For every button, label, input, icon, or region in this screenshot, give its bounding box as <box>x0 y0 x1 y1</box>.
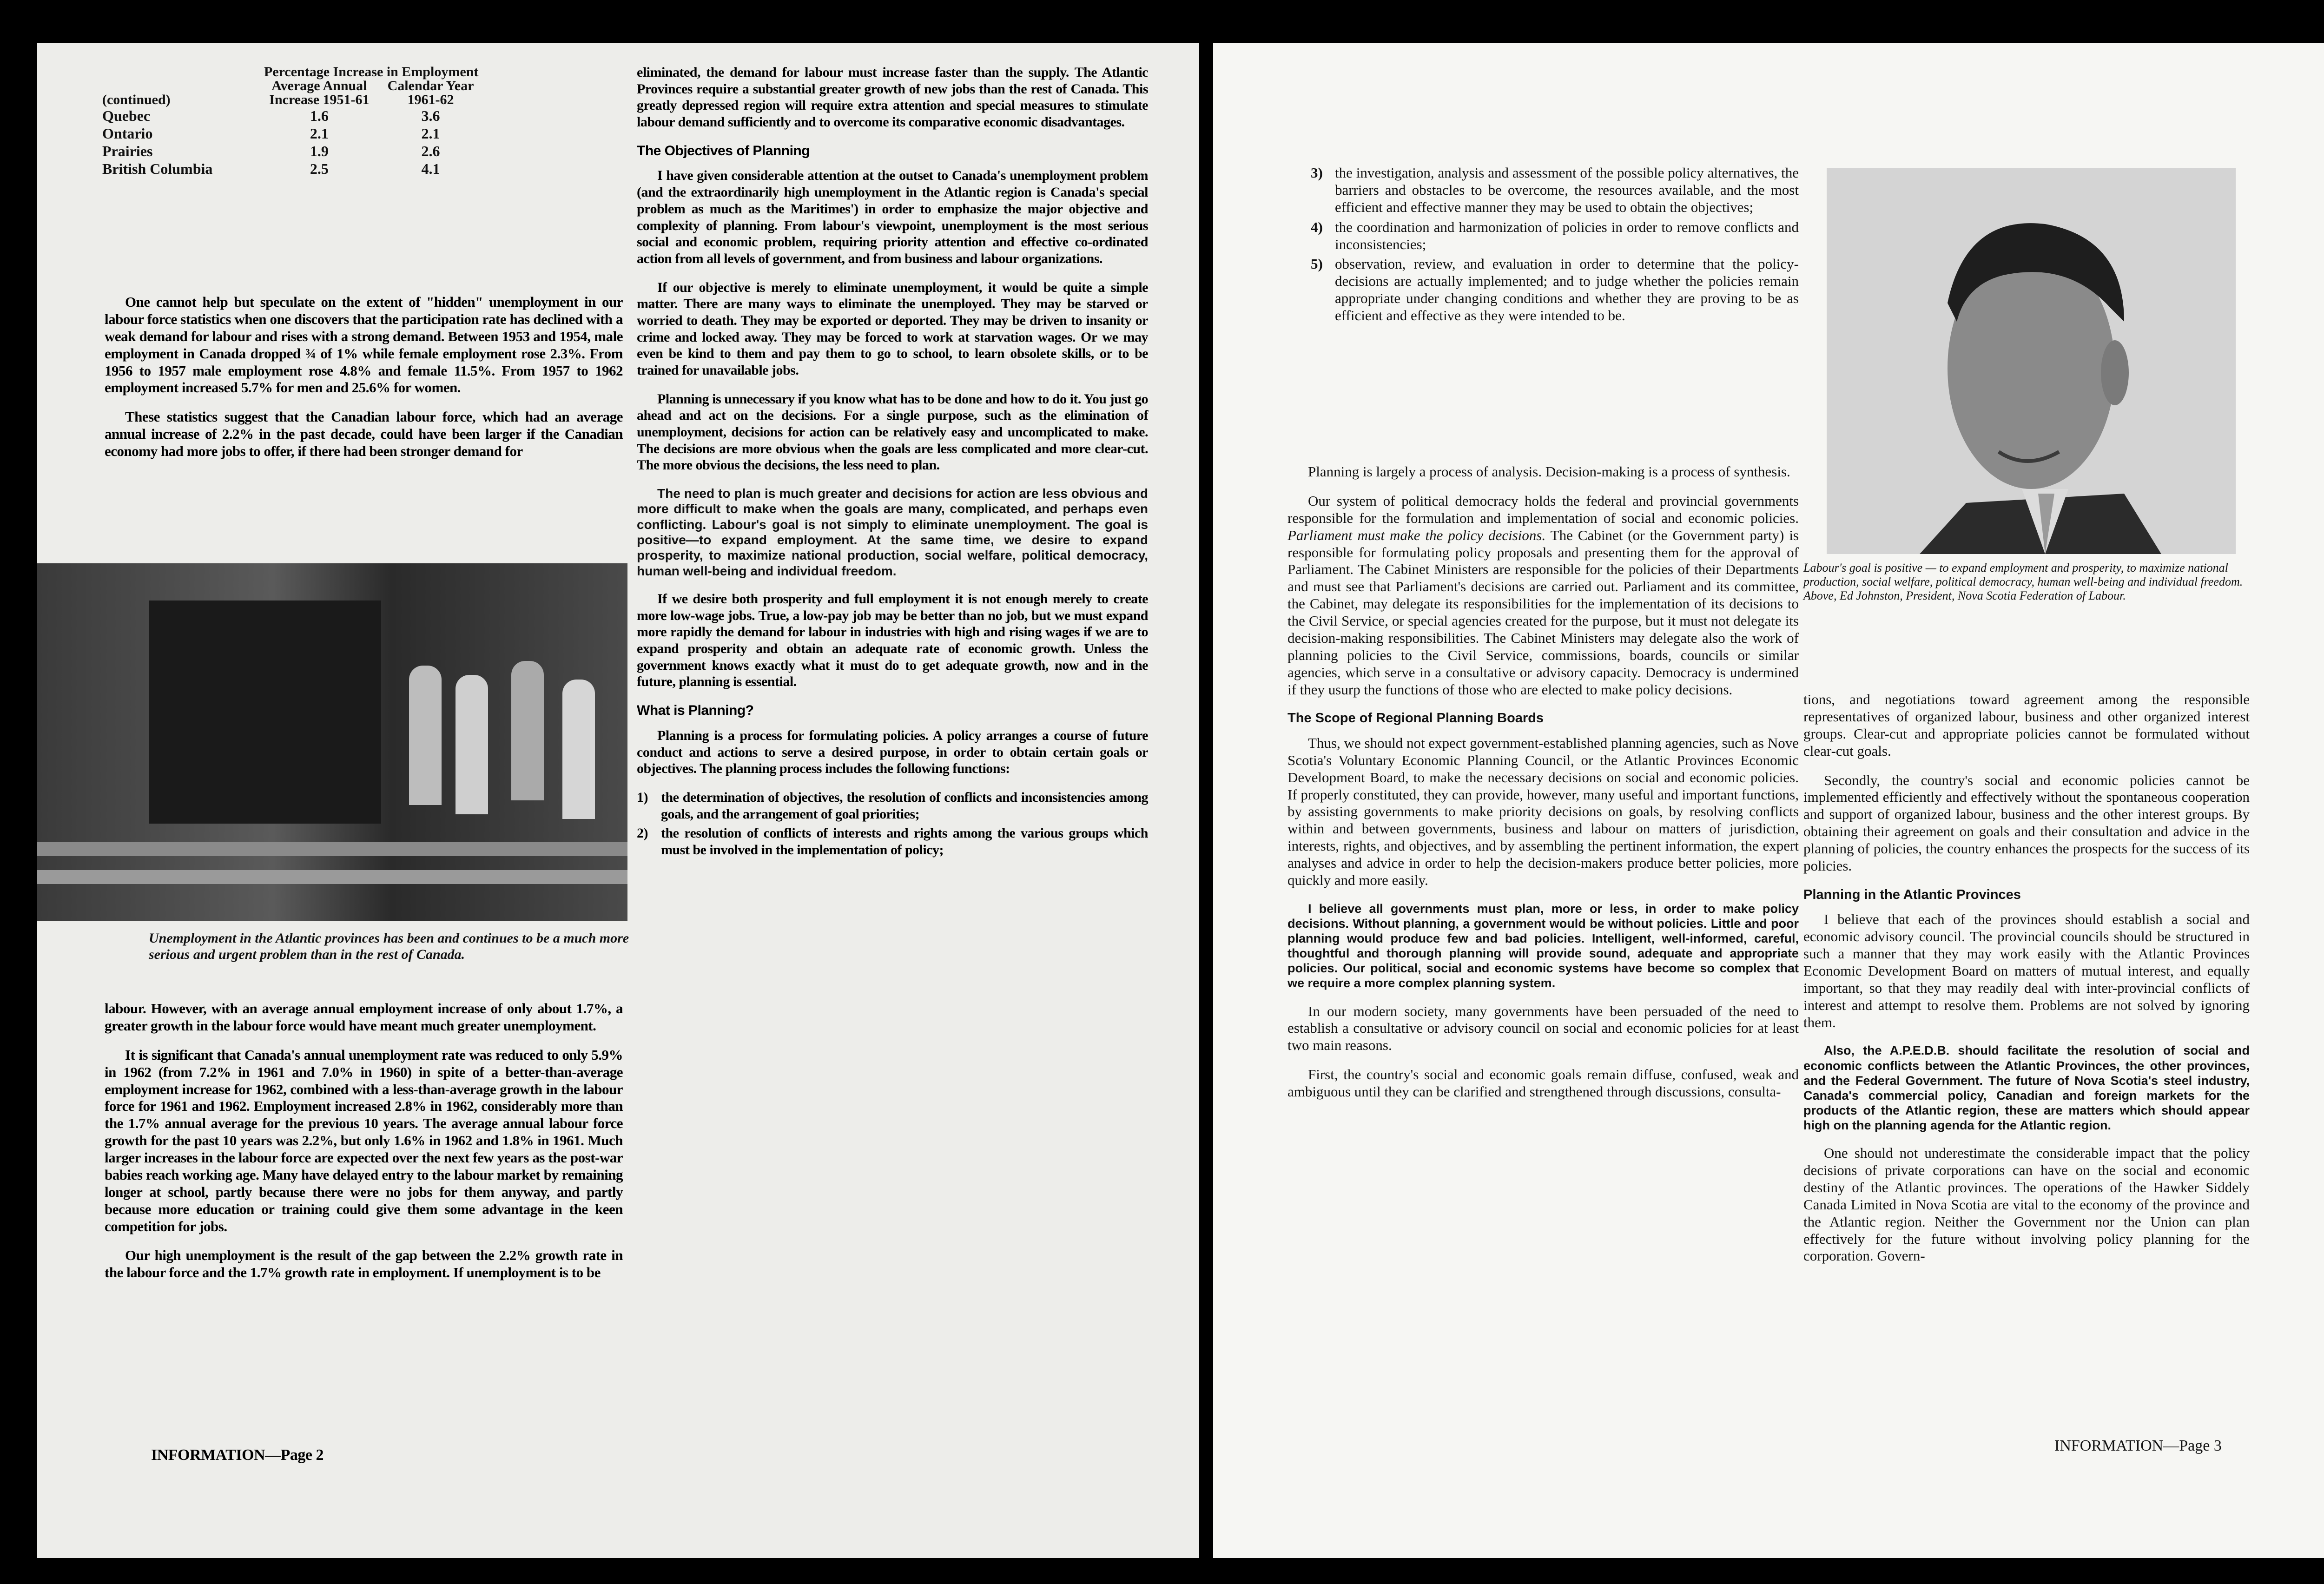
table-row <box>102 160 487 178</box>
table-row <box>102 142 487 160</box>
left-col1-top <box>105 294 623 472</box>
right-col2 <box>1803 691 2250 1277</box>
paragraph-text: Our system of political democracy holds the federal and provincial governments responsible for the formulation and implementation of social and economic policies. <box>1287 492 1799 526</box>
right-list <box>1311 165 1799 327</box>
list-item <box>637 825 1148 858</box>
list-text: the resolution of conflicts of interests and rights among the various groups which must be involved in the implementation of policy; <box>661 825 1148 858</box>
paragraph: First, the country's social and economic goals remain diffuse, confused, weak and ambiguous until they can be clarified and strengthened through discussions, consulta- <box>1287 1066 1799 1100</box>
table-cell-region: Ontario <box>102 125 153 142</box>
bold-paragraph: Also, the A.P.E.D.B. should facilitate the resolution of social and economic conflicts between the Atlantic Provinces, the other provinces, and the Federal Government. The future of Nova Scotia's steel industry, Canada's commercial policy, Canadian and foreign markets for the products of the Atlantic region, these are matters which should appear high on the planning agenda for the Atlantic region. <box>1803 1043 2250 1132</box>
photo-figure <box>456 675 488 814</box>
table-cell-average: 2.5 <box>310 160 329 178</box>
table-header-average: Average Annual <box>271 78 367 93</box>
heading-atlantic: Planning in the Atlantic Provinces <box>1803 887 2021 902</box>
list-item <box>1311 165 1799 216</box>
photo-step <box>37 842 627 856</box>
paragraph: Thus, we should not expect government-established planning agencies, such as Nove Scotia's Voluntary Economic Planning Council, or the Atlantic Provinces Economic Development Board, to make the necessary decisions on social and economic policies. If properly constituted, they can provide, however, many useful and important functions, by assisting governments to make priority decisions on goals, by resolving conflicts within and between governments, business and labour on matters of jurisdiction, interests, rights, and objectives, and by assembling the pertinent information, the expert analyses and advice in order to help the decision-makers produce better policies, more quickly and more easily. <box>1287 734 1799 888</box>
paragraph: It is significant that Canada's annual unemployment rate was reduced to only 5.9% in 1962 (from 7.2% in 1961 and 7.0% in 1960) in spite of a better-than-average employment increase for 1962, combined with a less-than-average growth in the labour force for 1961 and 1962. Employment increased 2.8% in 1962, considerably more than the 1.7% annual average for the previous 10 years. The average annual labour force growth for the past 10 years was 2.2%, but only 1.6% in 1962 and 1.8% in 1961. Much larger increases in the labour force are expected over the next few years as the post-war babies reach working age. Many have delayed entry to the labour market by remaining longer at school, partly because there were no jobs for them anyway, and partly because more education or training could give them some advantage in the keen competition for jobs. <box>105 1046 623 1234</box>
table-continued: (continued) <box>102 92 171 107</box>
left-photo-caption: Unemployment in the Atlantic provinces has been and continues to be a much more serious and urgent problem than in the rest of Canada. <box>149 931 629 962</box>
right-page <box>1213 43 2324 1558</box>
paragraph: If our objective is merely to eliminate unemployment, it would be quite a simple matter. There are many ways to eliminate the unemployed. They may be starved or worried to death. They may be exported or deported. They may be driven to insanity or crime and locked away. They may be forced to work at starvation wages. Or we may even be kind to them and pay them to go to school, to learn obsolete skills, or to be trained for unavailable jobs. <box>637 279 1148 378</box>
table-row <box>102 107 487 125</box>
table-header-title: Percentage Increase in Employment <box>264 64 479 79</box>
left-footer: INFORMATION—Page 2 <box>151 1446 324 1464</box>
emphasis-text: Parliament must make the policy decisions. <box>1287 527 1546 543</box>
paragraph: Planning is a process for formulating policies. A policy arranges a course of future conduct and actions to serve a desired purpose, in order to obtain certain goals or objectives. The planning process includes the following functions: <box>637 727 1148 777</box>
right-footer: INFORMATION—Page 3 <box>2054 1437 2222 1454</box>
paragraph: tions, and negotiations toward agreement among the responsible representatives of organized labour, business and other organized interest groups. Clear-cut and appropriate policies cannot be formulated without clear-cut goals. <box>1803 691 2250 759</box>
paragraph: These statistics suggest that the Canadian labour force, which had an average annual increase of 2.2% in the past decade, could have been larger if the Canadian economy had more jobs to offer, if there had been stronger demand for <box>105 409 623 459</box>
table-cell-average: 1.9 <box>310 143 329 160</box>
list-number: 3) <box>1311 165 1323 181</box>
table-cell-calendar: 2.1 <box>421 125 440 142</box>
table-cell-region: Quebec <box>102 107 151 124</box>
table-cell-region: Prairies <box>102 143 153 160</box>
table-cell-calendar: 4.1 <box>421 160 440 178</box>
list-text: observation, review, and evaluation in order to determine that the policy-decisions are actually implemented; and to judge whether the policies remain appropriate under changing conditions and whether they are proving to be as efficient and effective as they were intended to be. <box>1335 256 1799 323</box>
list-number: 2) <box>637 825 648 841</box>
photo-figure <box>511 661 544 800</box>
bold-paragraph: I believe all governments must plan, more or less, in order to make policy decisions. Without planning, a government would be without policies. Little and poor planning would produce few and bad policies. Intelligent, well-informed, careful, thoughtful and thorough planning will provide sound, adequate and appropriate policies. Our political, social and economic systems have become so complex that we require a more complex planning system. <box>1287 901 1799 990</box>
list-item <box>637 789 1148 822</box>
photo-figure <box>409 666 442 805</box>
right-col1 <box>1287 463 1799 1113</box>
table-corner <box>102 65 264 79</box>
paragraph: One should not underestimate the considerable impact that the policy decisions of private corporations can have on the social and economic destiny of the Atlantic provinces. The operations of the Hawker Siddely Canada Limited in Nova Scotia are vital to the economy of the province and the Atlantic region. Neither the Government nor the Union can plan effectively for the future without involving policy planning for the corporation. Govern- <box>1803 1145 2250 1264</box>
heading-objectives: The Objectives of Planning <box>637 143 810 158</box>
list-number: 5) <box>1311 256 1323 272</box>
table-cell-average: 2.1 <box>310 125 329 142</box>
table-row <box>102 125 487 142</box>
table-cell-calendar: 2.6 <box>421 143 440 160</box>
paragraph: One cannot help but speculate on the extent of "hidden" unemployment in our labour force statistics when one discovers that the participation rate has declined with a weak demand for labour and rises with a strong demand. Between 1953 and 1954, male employment in Canada dropped ¾ of 1% while female employment rose 2.3%. From 1956 to 1957 male employment rose 4.8% and female 11.5%. From 1957 to 1962 employment increased 5.7% for men and 25.6% for women. <box>105 294 623 396</box>
list-item <box>1311 256 1799 324</box>
paragraph: labour. However, with an average annual employment increase of only about 1.7%, a greater growth in the labour force would have meant much greater unemployment. <box>105 1000 623 1034</box>
paragraph <box>1287 493 1799 699</box>
paragraph: Our high unemployment is the result of the gap between the 2.2% growth rate in the labour force and the 1.7% growth rate in employment. If unemployment is to be <box>105 1247 623 1281</box>
employment-table <box>102 65 487 178</box>
list-text: the coordination and harmonization of policies in order to remove conflicts and inconsistencies; <box>1335 218 1799 252</box>
list-number: 1) <box>637 789 648 805</box>
table-cell-average: 1.6 <box>310 107 329 124</box>
left-col1-bottom <box>105 1000 623 1294</box>
paragraph: I have given considerable attention at the outset to Canada's unemployment problem (and the extraordinarily high unemployment in the Atlantic region is Canada's special problem as much as the Maritimes') in order to emphasize the major objective and complexity of planning. From labour's viewpoint, unemployment is the most serious social and economic problem, requiring priority attention and effective co-ordinated action from all levels of government, and from business and labour organizations. <box>637 168 1148 266</box>
heading-scope: The Scope of Regional Planning Boards <box>1287 711 1544 726</box>
photo-figure <box>562 680 595 819</box>
left-col2 <box>637 64 1148 861</box>
paragraph-text: The Cabinet (or the Government party) is responsible for formulating policy proposals and presenting them for the approval of Parliament. The Cabinet Ministers are responsible for the policies of their Departments and must see that Parliament's decisions are carried out. Parliament and its committee, the Cabinet, may delegate its responsibilities for the implementation of its decisions to the Civil Service, or special agencies created for the purpose, but it must not delegate its decision-making responsibilities. The Cabinet Ministers may delegate also the work of planning policies to the Civil Service, commissions, boards, councils or similar agencies, which serve in a consultative or advisory capacity. Democracy is undermined if they usurp the functions of those who are elected to make policy decisions. <box>1287 527 1799 698</box>
paragraph: If we desire both prosperity and full employment it is not enough merely to create more low-wage jobs. True, a low-pay job may be better than no job, but we must expand more rapidly the demand for labour in industries with high and rising wages if we are to expand prosperity and obtain an adequate rate of economic growth. Unless the government knows exactly what it must do to get adequate growth, now and in the future, planning is essential. <box>637 591 1148 690</box>
paragraph: In our modern society, many governments have been persuaded of the need to establish a consultative or advisory council on social and economic policies for at least two main reasons. <box>1287 1003 1799 1054</box>
list-number: 4) <box>1311 218 1323 235</box>
stats-table-block <box>102 65 558 178</box>
right-photo-caption: Labour's goal is positive — to expand employment and prosperity, to maximize national production, social welfare, political democracy, human well-being and individual freedom. Above, Ed Johnston, President, Nova Scotia Federation of Labour. <box>1803 561 2243 602</box>
paragraph: I believe that each of the provinces should establish a social and economic advisory council. The provincial councils should be structured in such a manner that they may work easily with the Atlantic Provinces Economic Development Board on matters of mutual interest, and equally important, so that they may readily deal with inter-provincial conflicts of interest and attempt to resolve them. Problems are not solved by ignoring them. <box>1803 911 2250 1030</box>
paragraph: Planning is largely a process of analysis. Decision-making is a process of synthesis. <box>1308 463 1790 480</box>
list-text: the determination of objectives, the resolution of conflicts and inconsistencies among goals, and the arrangement of goal priorities; <box>661 789 1148 822</box>
portrait-image <box>1827 168 2236 554</box>
unemployment-photo <box>37 563 627 921</box>
paragraph: Secondly, the country's social and economic policies cannot be implemented efficiently and effectively without the spontaneous cooperation and support of organized labour, business and the other interest groups. By obtaining their agreement on goals and their consultation and advice in the planning of policies, the country enhances the prospects for the success of its policies. <box>1803 772 2250 874</box>
bold-paragraph: The need to plan is much greater and decisions for action are less obvious and more difficult to make when the goals are many, complicated, and perhaps even conflicting. Labour's goal is not simply to eliminate unemployment. The goal is positive—to expand employment. At the same time, we desire to expand prosperity, to maximize national production, social welfare, political democracy, human well-being and individual freedom. <box>637 486 1148 578</box>
list-item <box>1311 219 1799 253</box>
table-cell-calendar: 3.6 <box>421 107 440 124</box>
table-header-average-2: Increase 1951-61 <box>269 92 370 107</box>
left-page <box>37 43 1199 1558</box>
list-text: the investigation, analysis and assessment of the possible policy alternatives, the barriers and obstacles to be overcome, the resources available, and the most efficient and effective manner they may be used to obtain the objectives; <box>1335 165 1799 215</box>
table-cell-region: British Columbia <box>102 160 213 178</box>
table-header-calendar: Calendar Year <box>387 78 474 93</box>
heading-what-is-planning: What is Planning? <box>637 703 754 719</box>
table-header-calendar-2: 1961-62 <box>407 92 454 107</box>
photo-doorway <box>149 601 381 824</box>
paragraph: eliminated, the demand for labour must increase faster than the supply. The Atlantic Provinces require a substantial greater growth of new jobs than the rest of Canada. This greatly depressed region will require extra attention and special measures to stimulate labour demand sufficiently and to overcome its comparative economic disadvantages. <box>637 65 1148 130</box>
photo-step <box>37 870 627 884</box>
table-header-empty <box>102 79 264 93</box>
paragraph: Planning is unnecessary if you know what has to be done and how to do it. You just go ahead and act on the decisions. For a single purpose, such as the elimination of unemployment, decisions for action can be relatively easy and uncomplicated to make. The decisions are more obvious when the goals are less complicated and more clear-cut. The more obvious the decisions, the less need to plan. <box>637 391 1148 473</box>
portrait-photo <box>1827 168 2236 554</box>
